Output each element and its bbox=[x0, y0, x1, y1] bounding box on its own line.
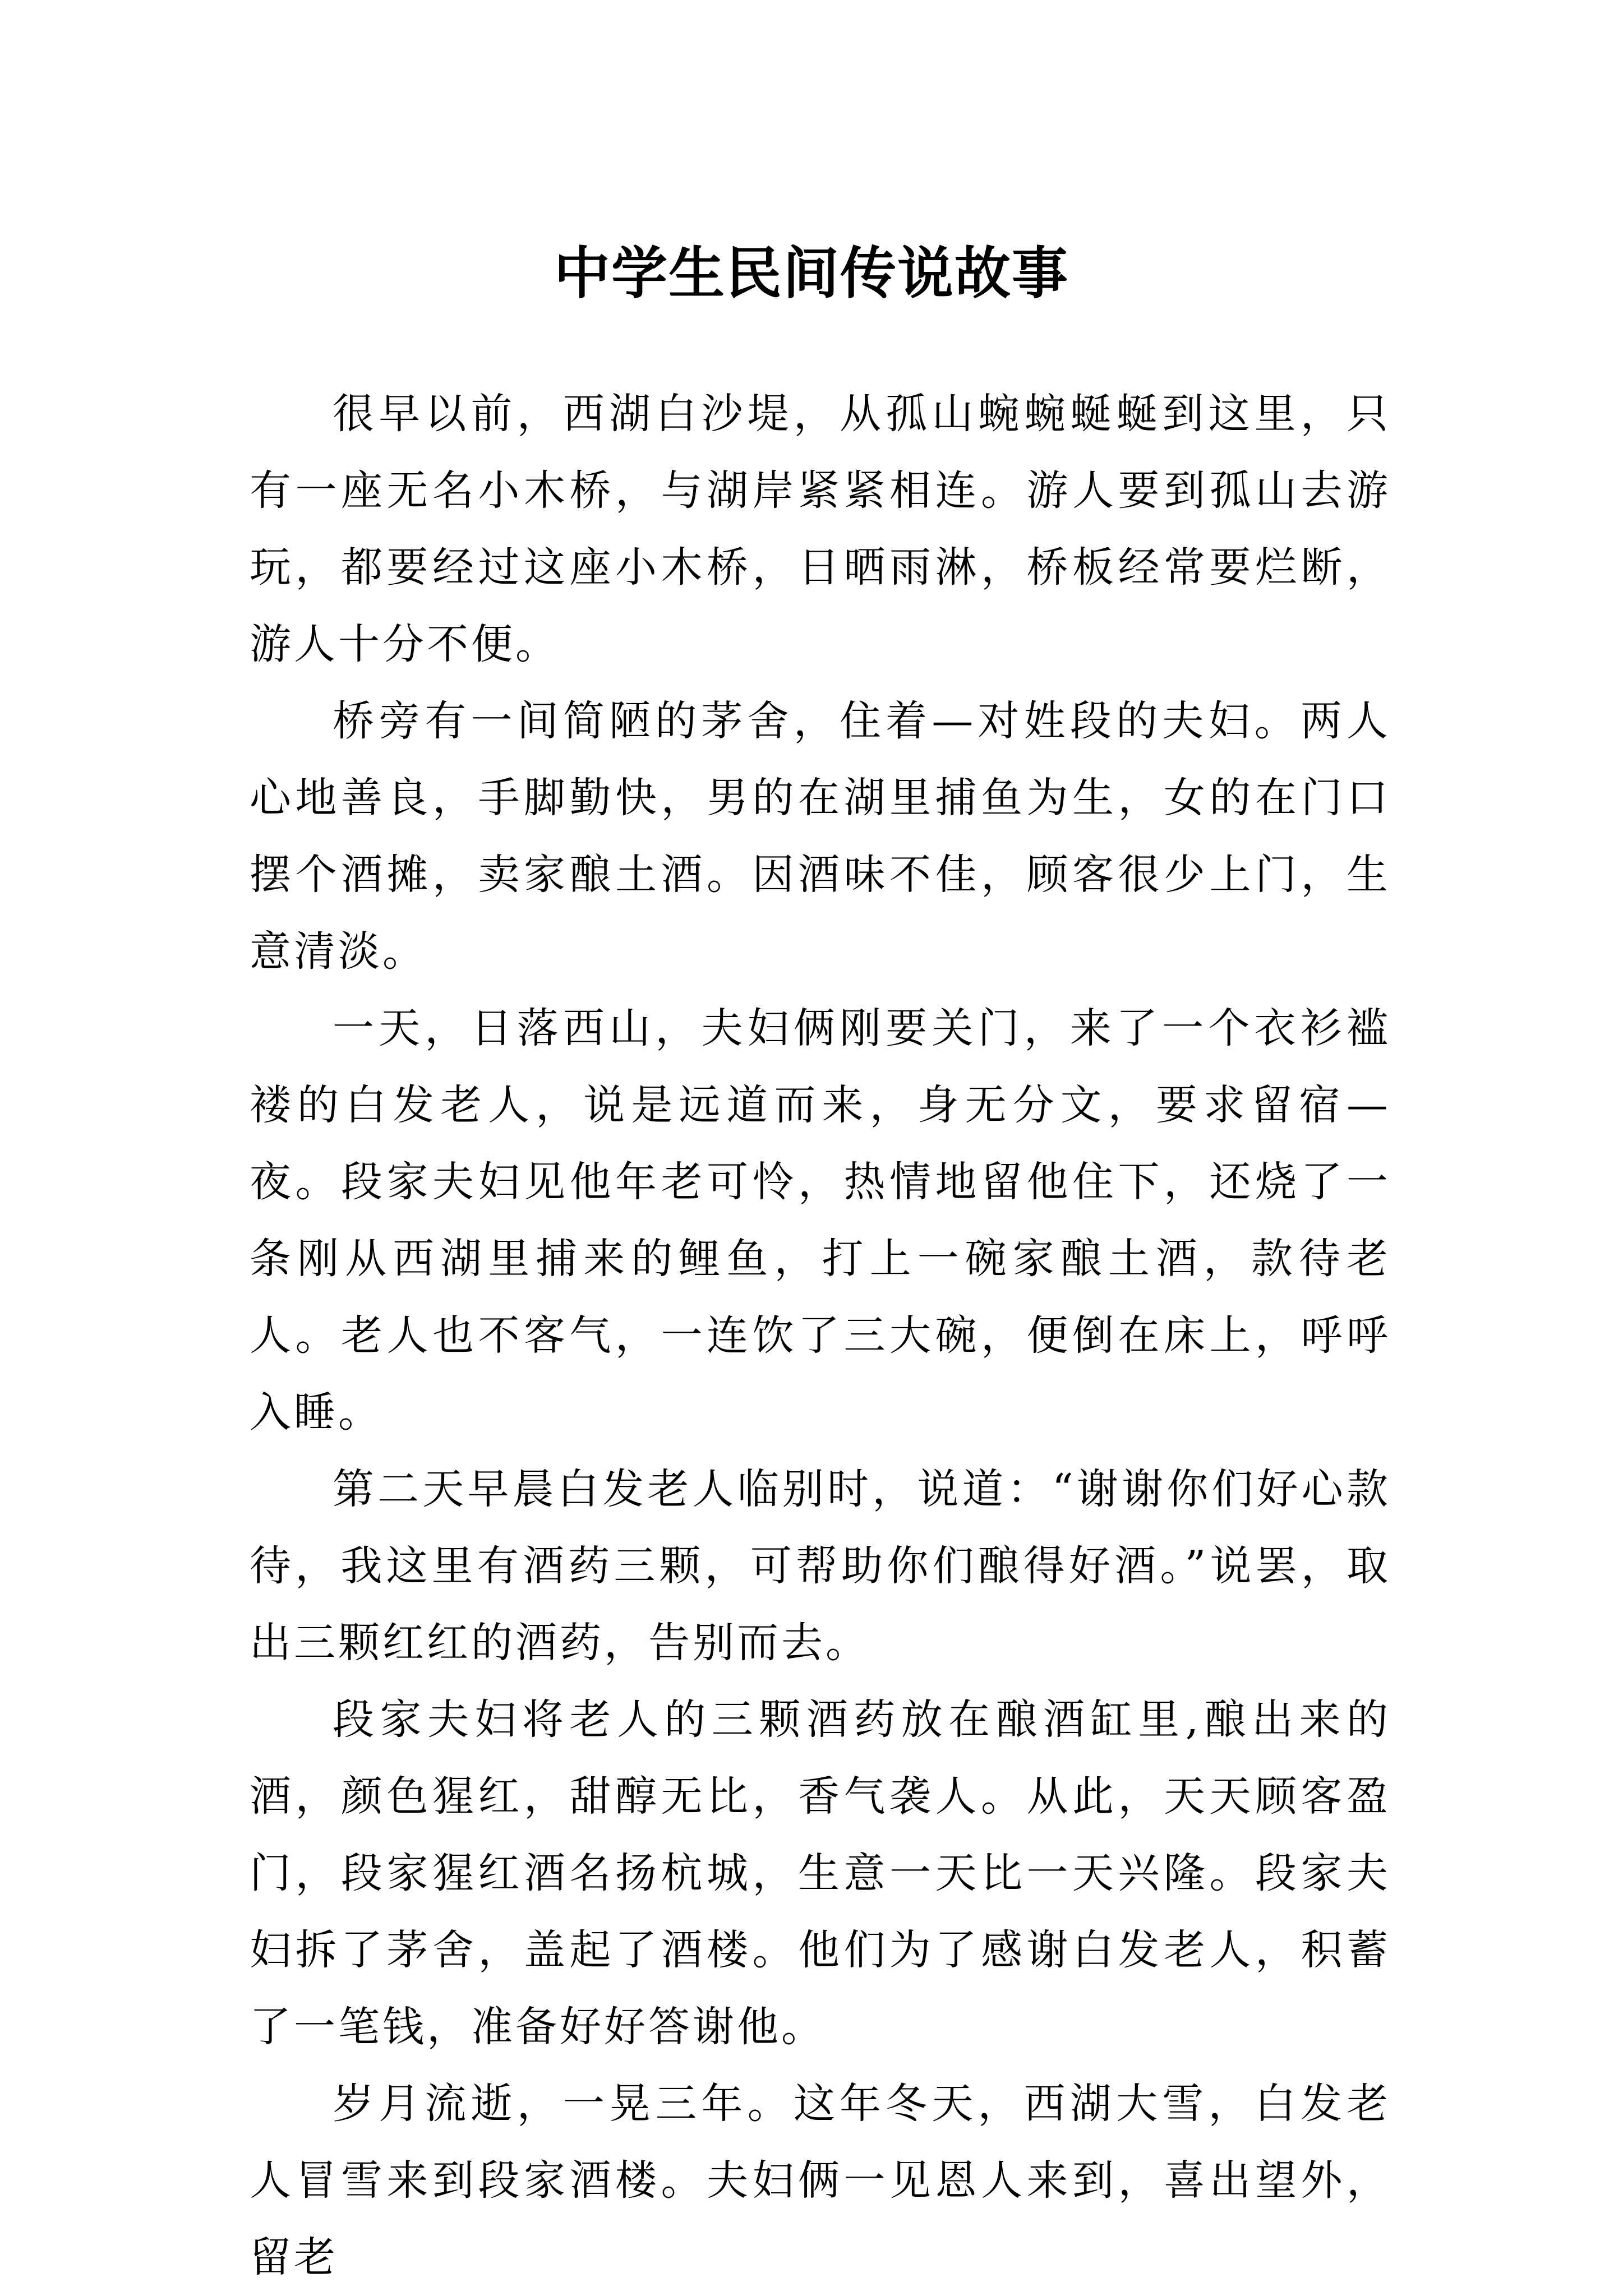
paragraph: 一天，日落西山，夫妇俩刚要关门，来了一个衣衫褴褛的白发老人，说是远道而来，身无分文，要求留宿—夜。段家夫妇见他年老可怜，热情地留他住下，还烧了一条刚从西湖里捕来的鲤鱼，打上一碗家酿土酒，款待老人。老人也不客气，一连饮了三大碗，便倒在床上，呼呼入睡。 bbox=[250, 1004, 1391, 1436]
paragraph: 第二天早晨白发老人临别时，说道：“谢谢你们好心款待，我这里有酒药三颗，可帮助你们酿得好酒。”说罢，取出三颗红红的酒药，告别而去。 bbox=[250, 1465, 1391, 1667]
document-title: 中学生民间传说故事 bbox=[554, 240, 1069, 306]
document-body bbox=[250, 376, 1391, 2296]
paragraph: 很早以前，西湖白沙堤，从孤山蜿蜿蜒蜒到这里，只有一座无名小木桥，与湖岸紧紧相连。游人要到孤山去游玩，都要经过这座小木桥，日晒雨淋，桥板经常要烂断，游人十分不便。 bbox=[250, 390, 1391, 668]
paragraph: 岁月流逝，一晃三年。这年冬天，西湖大雪，白发老人冒雪来到段家酒楼。夫妇俩一见恩人来到，喜出望外，留老 bbox=[250, 2080, 1391, 2281]
paragraph: 段家夫妇将老人的三颗酒药放在酿酒缸里,酿出来的酒，颜色猩红，甜醇无比，香气袭人。从此，天天顾客盈门，段家猩红酒名扬杭城，生意一天比一天兴隆。段家夫妇拆了茅舍，盖起了酒楼。他们为了感谢白发老人，积蓄了一笔钱，准备好好答谢他。 bbox=[250, 1696, 1391, 2051]
paragraph: 桥旁有一间简陋的茅舍，住着—对姓段的夫妇。两人心地善良，手脚勤快，男的在湖里捕鱼为生，女的在门口摆个酒摊，卖家酿土酒。因酒味不佳，顾客很少上门，生意清淡。 bbox=[250, 697, 1391, 976]
